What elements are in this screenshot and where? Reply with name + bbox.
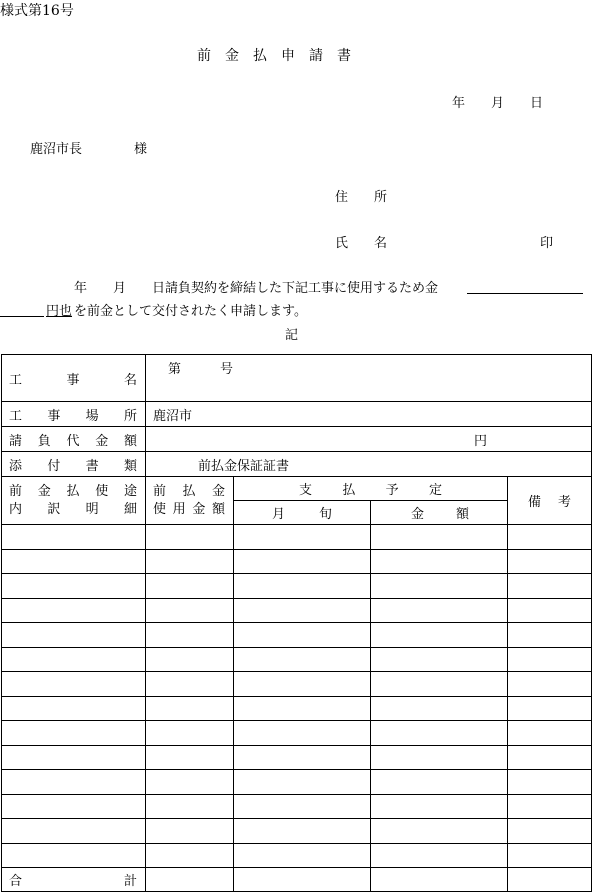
entry-cell[interactable] (234, 672, 371, 697)
total-cell[interactable] (508, 868, 592, 892)
entry-cell[interactable] (234, 745, 371, 770)
header-char: 定 (428, 483, 442, 498)
table-row (2, 721, 592, 746)
entry-cell[interactable] (146, 745, 234, 770)
application-table (1, 354, 592, 892)
entry-cell[interactable] (2, 525, 146, 550)
entry-cell[interactable] (508, 794, 592, 819)
entry-cell[interactable] (508, 696, 592, 721)
koji-number: 第 号 (146, 355, 592, 402)
entry-cell[interactable] (2, 721, 146, 746)
table-row (2, 696, 592, 721)
entry-cell[interactable] (371, 574, 508, 599)
entry-cell[interactable] (146, 696, 234, 721)
header-char: 使 (153, 501, 167, 517)
entry-cell[interactable] (146, 794, 234, 819)
entry-cell[interactable] (146, 525, 234, 550)
header-char: 金 (411, 507, 425, 522)
entry-cell[interactable] (371, 623, 508, 648)
amount-underline (467, 293, 583, 294)
entry-cell[interactable] (146, 549, 234, 574)
body-line-1: 年 月 日請負契約を締結した下記工事に使用するため金 (74, 281, 439, 296)
header-char: 払 (342, 483, 356, 498)
entry-cell[interactable] (146, 819, 234, 844)
entry-cell[interactable] (371, 549, 508, 574)
entry-cell[interactable] (371, 819, 508, 844)
row-tenpu (2, 452, 592, 477)
header-char: 途 (123, 483, 137, 499)
label-char: 類 (123, 458, 137, 474)
entry-cell[interactable] (146, 598, 234, 623)
entry-cell[interactable] (234, 770, 371, 795)
header-char: 月 (272, 507, 286, 522)
name-label: 氏 名 (335, 236, 388, 251)
label-char: 添 (9, 458, 23, 474)
entry-cell[interactable] (146, 672, 234, 697)
table-row (2, 574, 592, 599)
entry-cell[interactable] (2, 819, 146, 844)
entry-cell[interactable] (508, 525, 592, 550)
header-char: 支 (299, 483, 313, 498)
header-char: 金 (37, 483, 51, 499)
total-cell[interactable] (146, 868, 234, 892)
header-row-1 (2, 477, 592, 501)
label-char: 代 (66, 433, 80, 449)
entry-cell[interactable] (234, 843, 371, 868)
entry-cell[interactable] (508, 819, 592, 844)
entry-cell[interactable] (234, 549, 371, 574)
label-char: 負 (37, 433, 51, 449)
entry-cell[interactable] (371, 843, 508, 868)
entry-cell[interactable] (2, 672, 146, 697)
entry-cell[interactable] (234, 623, 371, 648)
ukeoi-yen: 円 (146, 427, 592, 452)
table-row (2, 745, 592, 770)
label-char: 名 (123, 372, 137, 388)
blank-rows (2, 525, 592, 868)
address-label: 住 所 (335, 190, 388, 205)
entry-cell[interactable] (371, 696, 508, 721)
entry-cell[interactable] (508, 598, 592, 623)
entry-cell[interactable] (146, 647, 234, 672)
entry-cell[interactable] (2, 647, 146, 672)
table-row (2, 843, 592, 868)
entry-cell[interactable] (508, 647, 592, 672)
entry-cell[interactable] (234, 647, 371, 672)
amount-underline-2 (0, 316, 44, 317)
table-row (2, 598, 592, 623)
table-row (2, 525, 592, 550)
header-char: 金 (211, 483, 225, 499)
entry-cell[interactable] (234, 598, 371, 623)
label-char: 事 (66, 372, 80, 388)
header-char: 考 (558, 495, 572, 510)
label-char: 金 (95, 433, 109, 449)
label-char: 付 (47, 458, 61, 474)
entry-cell[interactable] (234, 819, 371, 844)
header-char: 額 (211, 501, 225, 517)
header-char: 前 (153, 483, 167, 499)
header-char: 使 (95, 483, 109, 499)
entry-cell[interactable] (2, 696, 146, 721)
yen-nari: 円也 (46, 304, 73, 319)
koji-place-value: 鹿沼市 (146, 402, 592, 427)
entry-cell[interactable] (508, 672, 592, 697)
table-row (2, 623, 592, 648)
table-row (2, 647, 592, 672)
entry-cell[interactable] (2, 794, 146, 819)
entry-cell[interactable] (2, 598, 146, 623)
entry-cell[interactable] (234, 525, 371, 550)
total-cell[interactable] (234, 868, 371, 892)
table-row (2, 819, 592, 844)
entry-cell[interactable] (146, 843, 234, 868)
label-char: 工 (9, 408, 23, 424)
label-char: 場 (85, 408, 99, 424)
header-char: 内 (9, 501, 23, 517)
entry-cell[interactable] (508, 843, 592, 868)
total-cell[interactable] (371, 868, 508, 892)
row-koji-place (2, 402, 592, 427)
header-char: 旬 (318, 507, 332, 522)
entry-cell[interactable] (2, 574, 146, 599)
entry-cell[interactable] (2, 843, 146, 868)
header-char: 予 (385, 483, 399, 498)
entry-cell[interactable] (508, 721, 592, 746)
entry-cell[interactable] (508, 745, 592, 770)
entry-cell[interactable] (508, 549, 592, 574)
total-row (2, 868, 592, 892)
entry-cell[interactable] (234, 794, 371, 819)
label-char: 書 (85, 458, 99, 474)
header-char: 備 (528, 495, 542, 510)
label-char: 工 (9, 372, 23, 388)
table-row (2, 770, 592, 795)
seal-label: 印 (540, 236, 554, 251)
entry-cell[interactable] (371, 672, 508, 697)
header-char: 払 (66, 483, 80, 499)
entry-cell[interactable] (146, 770, 234, 795)
entry-cell[interactable] (371, 721, 508, 746)
entry-cell[interactable] (508, 770, 592, 795)
label-char: 所 (123, 408, 137, 424)
header-char: 払 (182, 483, 196, 499)
entry-cell[interactable] (371, 598, 508, 623)
label-char: 合 (9, 874, 23, 889)
header-char: 用 (172, 501, 186, 517)
date-line: 年 月 日 (452, 96, 544, 111)
entry-cell[interactable] (146, 574, 234, 599)
label-char: 請 (9, 433, 23, 449)
entry-cell[interactable] (234, 721, 371, 746)
entry-cell[interactable] (508, 623, 592, 648)
table-row (2, 794, 592, 819)
form-number: 様式第16号 (0, 3, 74, 19)
tenpu-value: 前払金保証証書 (146, 452, 592, 477)
label-char: 額 (123, 433, 137, 449)
row-ukeoi (2, 427, 592, 452)
entry-cell[interactable] (146, 721, 234, 746)
header-char: 前 (9, 483, 23, 499)
entry-cell[interactable] (2, 745, 146, 770)
table-row (2, 549, 592, 574)
row-koji-name (2, 355, 592, 402)
body-line-2: を前金として交付されたく申請します。 (74, 304, 307, 319)
table-row (2, 672, 592, 697)
entry-cell[interactable] (234, 696, 371, 721)
entry-cell[interactable] (146, 623, 234, 648)
entry-cell[interactable] (234, 574, 371, 599)
page-title: 前 金 払 申 請 書 (197, 48, 351, 64)
addressee: 鹿沼市長 様 (30, 142, 148, 157)
entry-cell[interactable] (371, 745, 508, 770)
entry-cell[interactable] (371, 647, 508, 672)
entry-cell[interactable] (371, 770, 508, 795)
header-char: 明 (85, 501, 99, 517)
entry-cell[interactable] (371, 525, 508, 550)
header-char: 訳 (47, 501, 61, 517)
label-char: 計 (123, 874, 137, 889)
header-char: 額 (455, 507, 469, 522)
entry-cell[interactable] (508, 574, 592, 599)
entry-cell[interactable] (2, 770, 146, 795)
entry-cell[interactable] (371, 794, 508, 819)
label-char: 事 (47, 408, 61, 424)
header-char: 細 (123, 501, 137, 517)
ki-label: 記 (285, 328, 299, 343)
entry-cell[interactable] (2, 623, 146, 648)
entry-cell[interactable] (2, 549, 146, 574)
header-char: 金 (192, 501, 206, 517)
